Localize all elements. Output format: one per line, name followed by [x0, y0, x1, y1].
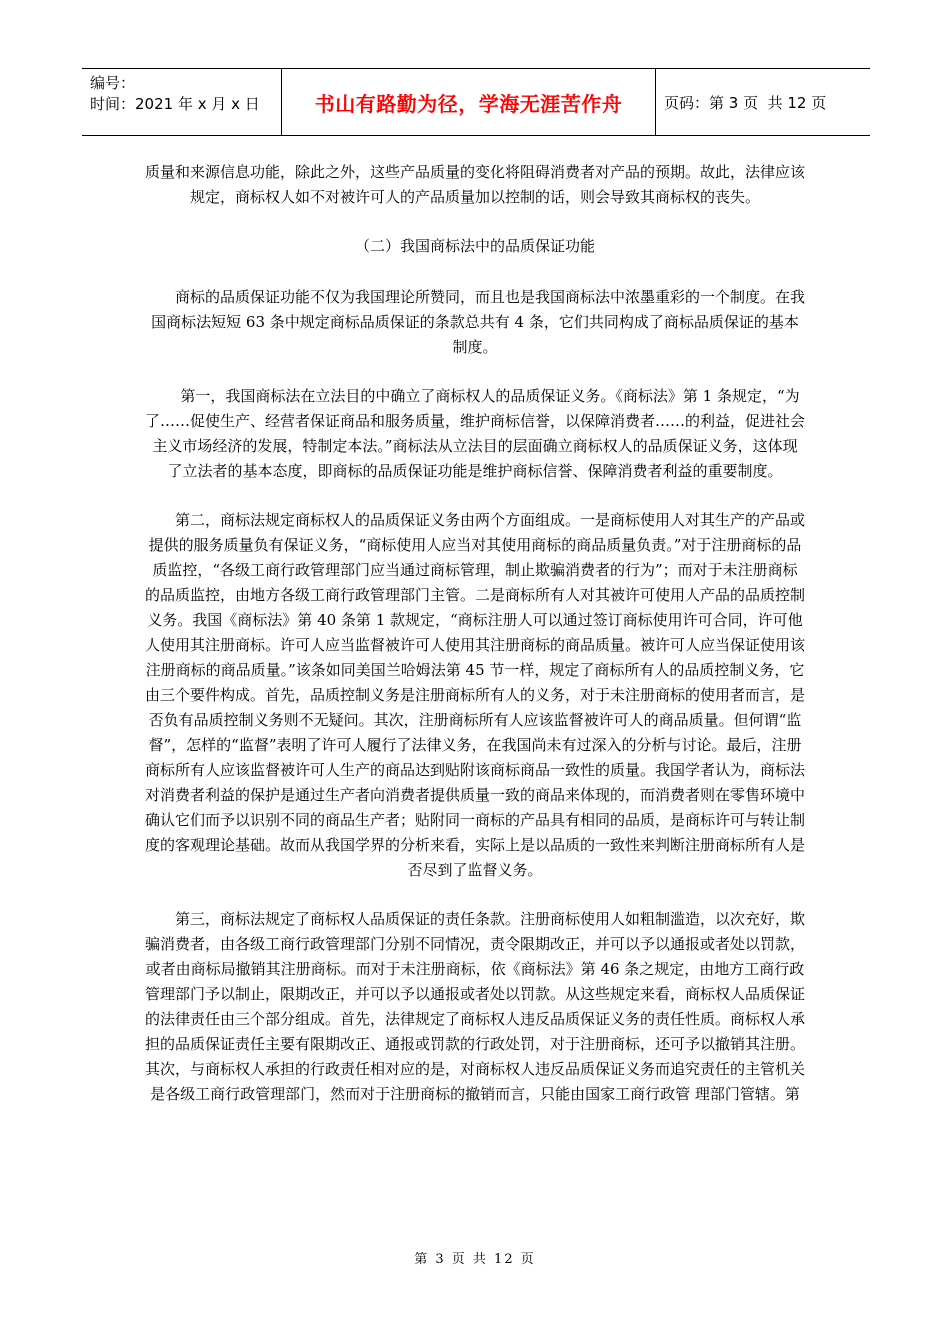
- section-heading: （二）我国商标法中的品质保证功能: [354, 237, 595, 255]
- document-number-label: 编号：: [90, 74, 136, 92]
- page-footer: 第 3 页 共 12 页: [414, 1252, 536, 1267]
- header-meta: [82, 69, 282, 135]
- document-date-label: 时间：2021 年 x 月 x 日: [90, 95, 260, 113]
- header-motto: 书山有路勤为径，学海无涯苦作舟: [282, 69, 656, 135]
- header-page-info: [656, 69, 870, 135]
- paragraph: 第一，我国商标法在立法目的中确立了商标权人的品质保证义务。《商标法》第 1 条规定，“为了……促使生产、经营者保证商品和服务质量，维护商标信誉，以保障消费者……的利益，促进社会主义市场经济的发展，特制定本法。”商标法从立法目的层面确立商标权人的品质保证义务，这体现了立法者的基本态度，即商标的品质保证功能是维护商标信誉、保障消费者利益的重要制度。: [145, 387, 806, 480]
- paragraph: 第二，商标法规定商标权人的品质保证义务由两个方面组成。一是商标使用人对其生产的产品或提供的服务质量负有保证义务，“商标使用人应当对其使用商标的商品质量负责。”对于注册商标的品质监控，“各级工商行政管理部门应当通过商标管理，制止欺骗消费者的行为”；而对于未注册商标的品质监控，由地方各级工商行政管理部门主管。二是商标所有人对其被许可使用人产品的品质控制义务。我国《商标法》第 40 条第 1 款规定，“商标注册人可以通过签订商标使用许可合同，许可他人使用其注册商标。许可人应当监督被许可人使用其注册商标的商品质量。被许可人应当保证使用该注册商标的商品质量。”该条如同美国兰哈姆法第 45 节一样，规定了商标所有人的品质控制义务，它由三个要件构成。首先，品质控制义务是注册商标所有人的义务，对于未注册商标的使用者而言，是否负有品质控制义务则不无疑问。其次，注册商标所有人应该监督被许可人的商品质量。但何谓“监督”，怎样的“监督”表明了许可人履行了法律义务，在我国尚未有过深入的分析与讨论。最后，注册商标所有人应该监督被许可人生产的商品达到贴附该商标商品一致性的质量。我国学者认为，商标法对消费者利益的保护是通过生产者向消费者提供质量一致的商品来体现的，而消费者则在零售环境中确认它们而予以识别不同的商品生产者；贴附同一商标的产品具有相同的品质，是商标许可与转让制度的客观理论基础。故而从我国学界的分析来看，实际上是以品质的一致性来判断注册商标所有人是否尽到了监督义务。: [145, 511, 806, 879]
- document-body: [145, 160, 805, 1131]
- page-header: [82, 68, 870, 136]
- paragraph: 商标的品质保证功能不仅为我国理论所赞同，而且也是我国商标法中浓墨重彩的一个制度。在我国商标法短短 63 条中规定商标品质保证的条款总共有 4 条，它们共同构成了商标品质保证的基本制度。: [151, 288, 806, 356]
- header-page-label: 页码：第 3 页 共 12 页: [664, 93, 827, 112]
- paragraph-continuation: 质量和来源信息功能，除此之外，这些产品质量的变化将阻碍消费者对产品的预期。故此，法律应该规定，商标权人如不对被许可人的产品质量加以控制的话，则会导致其商标权的丧失。: [145, 163, 806, 206]
- paragraph: 第三，商标法规定了商标权人品质保证的责任条款。注册商标使用人如粗制滥造，以次充好，欺骗消费者，由各级工商行政管理部门分别不同情况，责令限期改正，并可以予以通报或者处以罚款，或者由商标局撤销其注册商标。而对于未注册商标，依《商标法》第 46 条之规定，由地方工商行政管理部门予以制止，限期改正，并可以予以通报或者处以罚款。从这些规定来看，商标权人品质保证的法律责任由三个部分组成。首先，法律规定了商标权人违反品质保证义务的责任性质。商标权人承担的品质保证责任主要有限期改正、通报或罚款的行政处罚，对于注册商标，还可予以撤销其注册。其次，与商标权人承担的行政责任相对应的是，对商标权人违反品质保证义务而追究责任的主管机关是各级工商行政管理部门，然而对于注册商标的撤销而言，只能由国家工商行政管 理部门管辖。第: [145, 910, 806, 1103]
